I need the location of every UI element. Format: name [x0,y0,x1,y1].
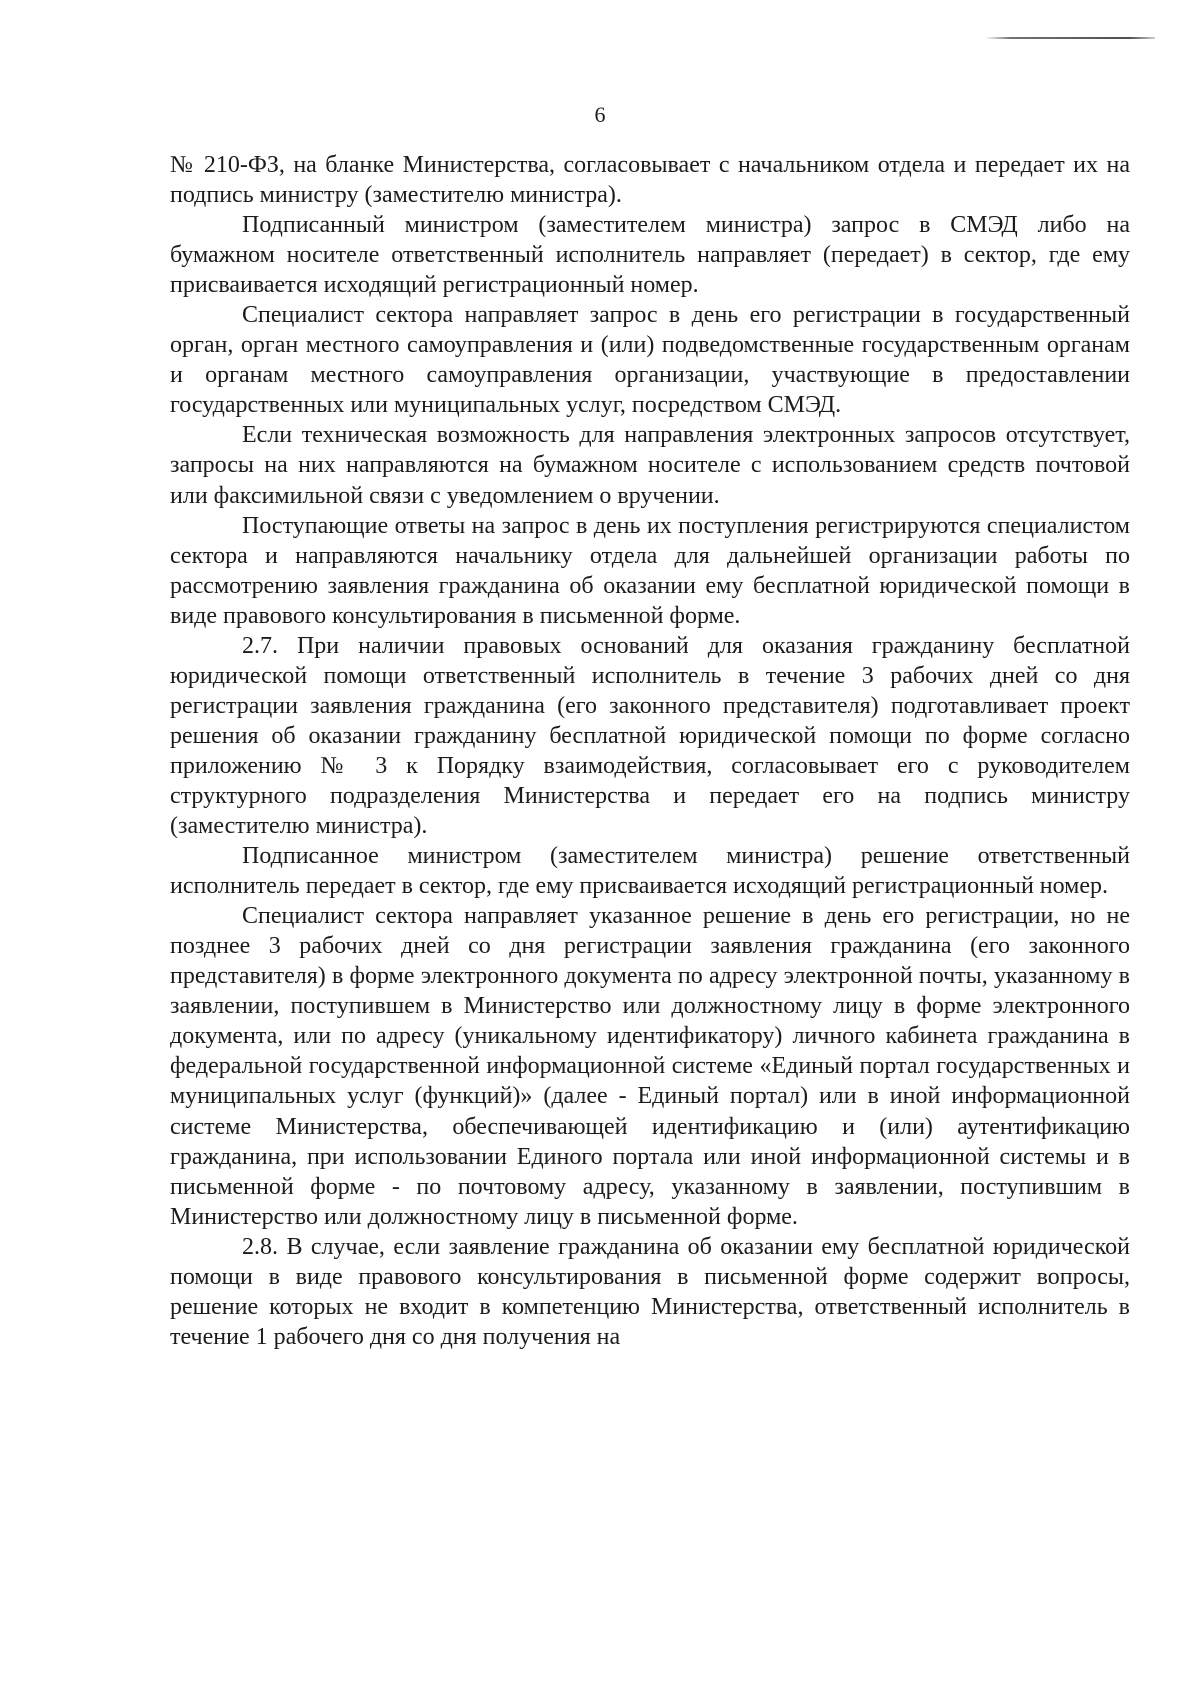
paragraph: Если техническая возможность для направления электронных запросов отсутствует, запросы на них направляются на бумажном носителе с использованием средств почтовой или факсимильной связи с уведомлением о вручении. [170,422,1130,509]
page-number: 6 [594,102,606,127]
paragraph-section-2-7: 2.7. При наличии правовых оснований для оказания гражданину бесплатной юридической помощи ответственный исполнитель в течение 3 рабочих дней со дня регистрации заявления гражданина (его законного представителя) подготавливает проект решения об оказании гражданину бесплатной юридической помощи по форме согласно приложению № 3 к Порядку взаимодействия, согласовывает его с руководителем структурного подразделения Министерства и передает его на подпись министру (заместителю министра). [170,632,1130,840]
paragraph: Поступающие ответы на запрос в день их поступления регистрируются специалистом сектора и направляются начальнику отдела для дальнейшей организации работы по рассмотрению заявления гражданина об оказании ему бесплатной юридической помощи в виде правового консультирования в письменной форме. [170,512,1130,629]
document-body [170,150,1130,1352]
paragraph: Специалист сектора направляет запрос в день его регистрации в государственный орган, орган местного самоуправления и (или) подведомственные государственным органам и органам местного самоуправления организации, участвующие в предоставлении государственных или муниципальных услуг, посредством СМЭД. [170,302,1130,419]
paragraph: Специалист сектора направляет указанное решение в день его регистрации, но не позднее 3 рабочих дней со дня регистрации заявления гражданина (его законного представителя) в форме электронного документа по адресу электронной почты, указанному в заявлении, поступившем в Министерство или должностному лицу в форме электронного документа, или по адресу (уникальному идентификатору) личного кабинета гражданина в федеральной государственной информационной системе «Единый портал государственных и муниципальных услуг (функций)» (далее - Единый портал) или в иной информационной системе Министерства, обеспечивающей идентификацию и (или) аутентификацию гражданина, при использовании Единого портала или иной информационной системы и в письменной форме - по почтовому адресу, указанному в заявлении, поступившим в Министерство или должностному лицу в письменной форме. [170,903,1130,1230]
paragraph: Подписанный министром (заместителем министра) запрос в СМЭД либо на бумажном носителе ответственный исполнитель направляет (передает) в сектор, где ему присваивается исходящий регистрационный номер. [170,212,1130,299]
scan-edge-mark [985,37,1155,39]
paragraph: Подписанное министром (заместителем министра) решение ответственный исполнитель передает в сектор, где ему присваивается исходящий регистрационный номер. [170,843,1130,900]
paragraph: № 210-ФЗ, на бланке Министерства, согласовывает с начальником отдела и передает их на подпись министру (заместителю министра). [170,152,1130,209]
paragraph-section-2-8: 2.8. В случае, если заявление гражданина об оказании ему бесплатной юридической помощи в виде правового консультирования в письменной форме содержит вопросы, решение которых не входит в компетенцию Министерства, ответственный исполнитель в течение 1 рабочего дня со дня получения на [170,1233,1130,1350]
